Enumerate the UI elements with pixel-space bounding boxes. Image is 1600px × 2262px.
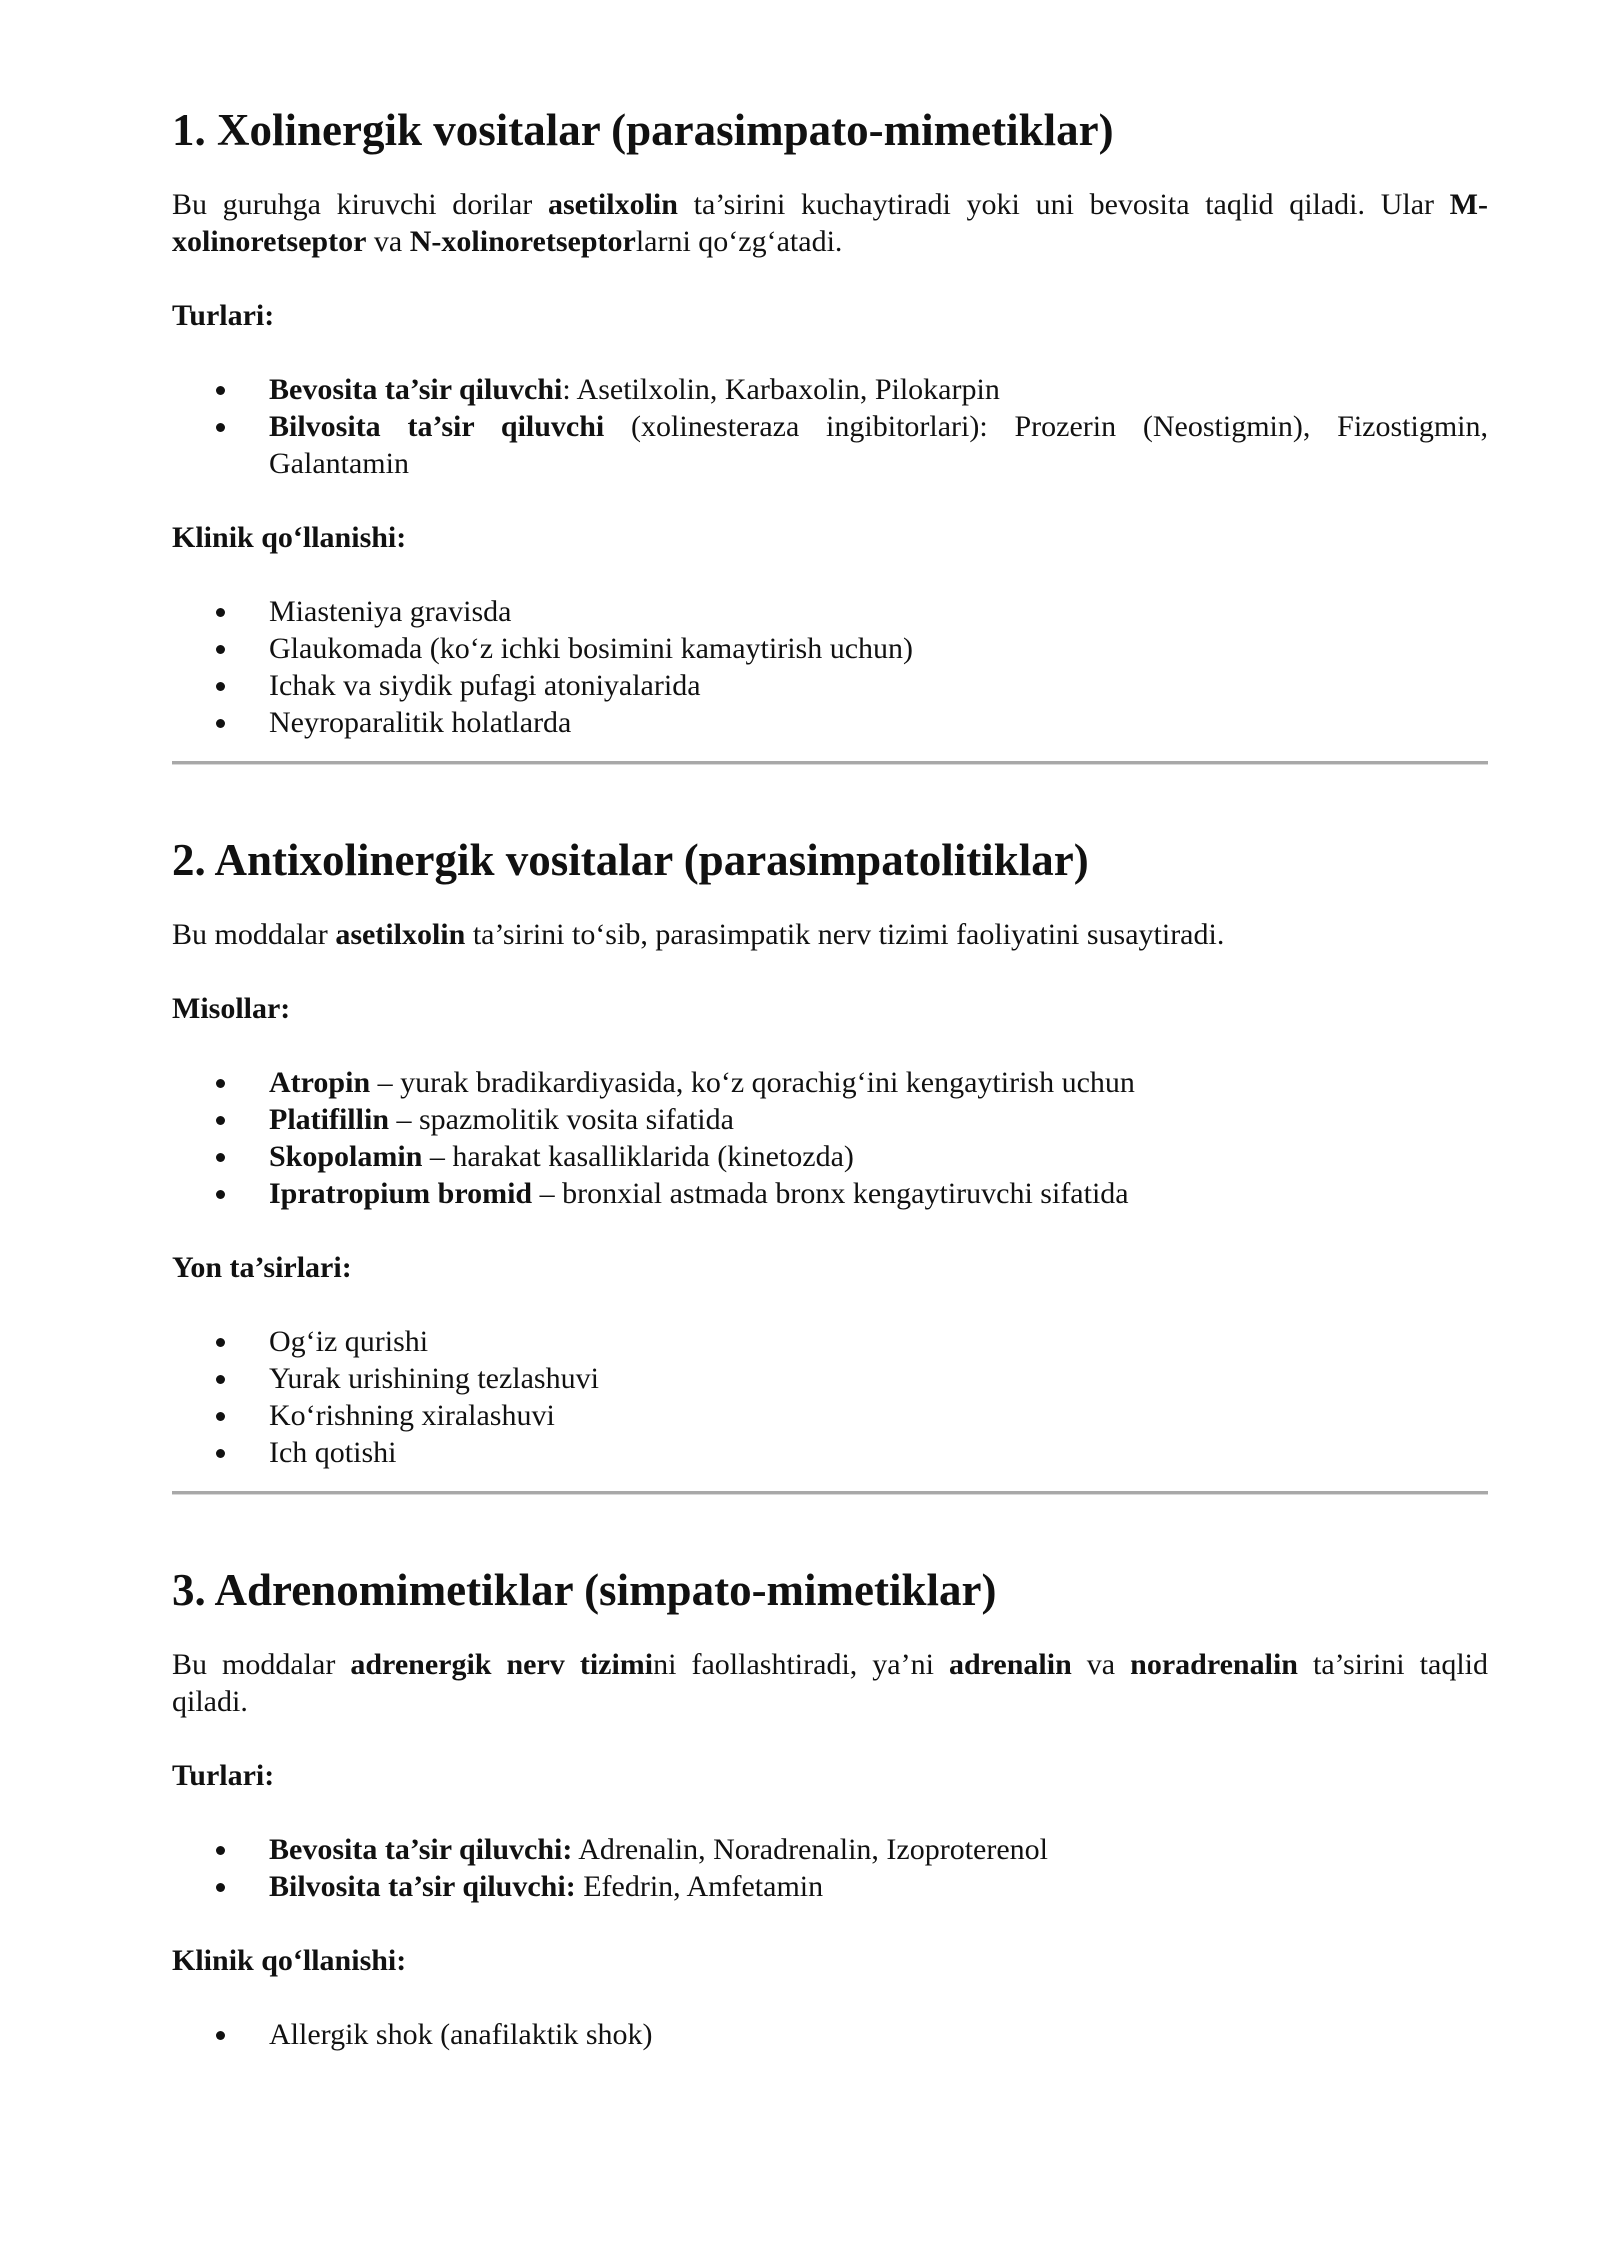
list-item: Glaukomada (ko‘z ichki bosimini kamaytirish uchun) [172, 630, 1488, 667]
bullet-icon [216, 645, 225, 654]
bullet-icon [216, 1846, 225, 1855]
list-item: Allergik shok (anafilaktik shok) [172, 2016, 1488, 2053]
bullet-icon [216, 1190, 225, 1199]
bullet-icon [216, 682, 225, 691]
section-1-types-list [172, 371, 1488, 482]
bullet-icon [216, 719, 225, 728]
list-item: Skopolamin – harakat kasalliklarida (kinetozda) [172, 1138, 1488, 1175]
section-1-types-label: Turlari: [172, 299, 275, 332]
section-3-types-label: Turlari: [172, 1759, 275, 1792]
list-item: Miasteniya gravisda [172, 593, 1488, 630]
section-3-title: 3. Adrenomimetiklar (simpato-mimetiklar) [172, 1565, 997, 1615]
list-item: Atropin – yurak bradikardiyasida, ko‘z qorachig‘ini kengaytirish uchun [172, 1064, 1488, 1101]
list-item: Platifillin – spazmolitik vosita sifatida [172, 1101, 1488, 1138]
bullet-icon [216, 1883, 225, 1892]
bullet-icon [216, 1449, 225, 1458]
list-item: Ich qotishi [172, 1434, 1488, 1471]
bullet-icon [216, 386, 225, 395]
section-3-clinical-label: Klinik qo‘llanishi: [172, 1944, 407, 1977]
bullet-icon [216, 1375, 225, 1384]
bullet-icon [216, 2031, 225, 2040]
section-2-side-effects-label: Yon ta’sirlari: [172, 1251, 352, 1284]
list-item: Yurak urishining tezlashuvi [172, 1360, 1488, 1397]
bullet-icon [216, 1116, 225, 1125]
section-1-title: 1. Xolinergik vositalar (parasimpato-mimetiklar) [172, 105, 1114, 155]
list-item: Bilvosita ta’sir qiluvchi (xolinesteraza ingibitorlari): Prozerin (Neostigmin), Fizostigmin, Galantamin [172, 408, 1488, 482]
list-item: Ichak va siydik pufagi atoniyalarida [172, 667, 1488, 704]
bullet-icon [216, 423, 225, 432]
list-item: Ko‘rishning xiralashuvi [172, 1397, 1488, 1434]
list-item: Ipratropium bromid – bronxial astmada bronx kengaytiruvchi sifatida [172, 1175, 1488, 1212]
bullet-icon [216, 1079, 225, 1088]
document-body [172, 105, 1488, 2053]
section-3-types-list [172, 1831, 1488, 1905]
bullet-icon [216, 608, 225, 617]
bullet-icon [216, 1412, 225, 1421]
list-item: Neyroparalitik holatlarda [172, 704, 1488, 741]
list-item: Og‘iz qurishi [172, 1323, 1488, 1360]
section-2-intro: Bu moddalar asetilxolin ta’sirini to‘sib, parasimpatik nerv tizimi faoliyatini susaytiradi. [172, 918, 1225, 951]
section-1-intro: Bu guruhga kiruvchi dorilar asetilxolin ta’sirini kuchaytiradi yoki uni bevosita taqlid qiladi. Ular M-xolinoretseptor va N-xolinoretseptorlarni qo‘zg‘atadi. [172, 188, 1488, 258]
section-2-title: 2. Antixolinergik vositalar (parasimpatolitiklar) [172, 835, 1089, 885]
section-1-clinical-list [172, 593, 1488, 741]
list-item: Bilvosita ta’sir qiluvchi: Efedrin, Amfetamin [172, 1868, 1488, 1905]
list-item: Bevosita ta’sir qiluvchi: Asetilxolin, Karbaxolin, Pilokarpin [172, 371, 1488, 408]
section-3-clinical-list [172, 2016, 1488, 2053]
bullet-icon [216, 1338, 225, 1347]
bullet-icon [216, 1153, 225, 1162]
section-1-clinical-label: Klinik qo‘llanishi: [172, 521, 407, 554]
section-2-side-effects-list [172, 1323, 1488, 1471]
section-2-examples-list [172, 1064, 1488, 1212]
list-item: Bevosita ta’sir qiluvchi: Adrenalin, Noradrenalin, Izoproterenol [172, 1831, 1488, 1868]
section-3-intro: Bu moddalar adrenergik nerv tizimini faollashtiradi, ya’ni adrenalin va noradrenalin ta’sirini taqlid qiladi. [172, 1648, 1488, 1718]
section-2-examples-label: Misollar: [172, 992, 291, 1025]
